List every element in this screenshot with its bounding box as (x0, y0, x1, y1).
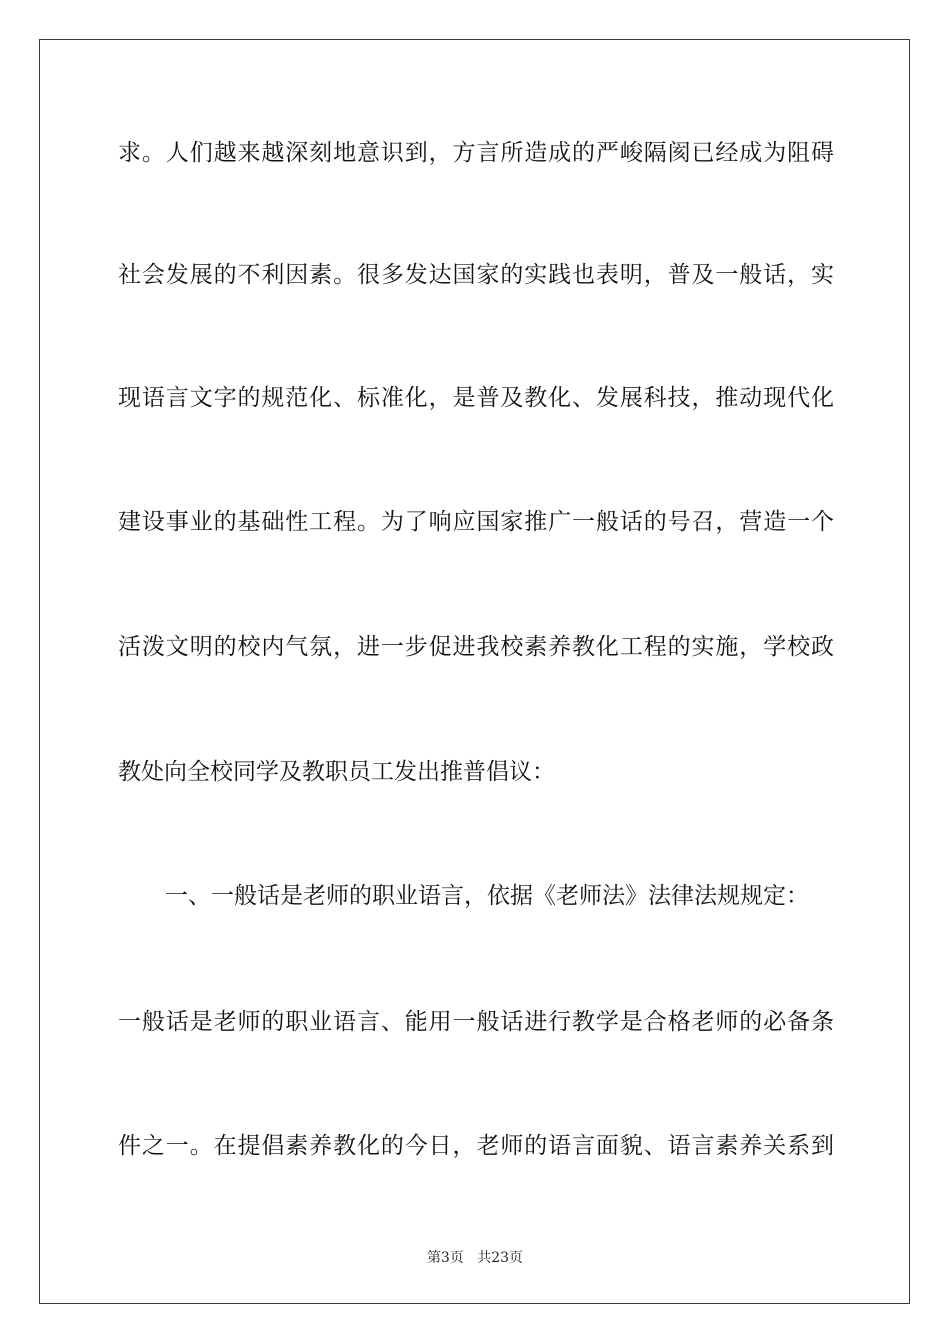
page-border (39, 39, 910, 1304)
paragraph-line-2: 社会发展的不利因素。很多发达国家的实践也表明，普及一般话，实 (118, 262, 834, 288)
paragraph-line-5: 活泼文明的校内气氛，进一步促进我校素养教化工程的实施，学校政 (118, 634, 834, 660)
paragraph-line-9: 件之一。在提倡素养教化的今日，老师的语言面貌、语言素养关系到 (118, 1133, 834, 1159)
page-total: 共23页 (477, 1250, 524, 1266)
paragraph-line-6: 教处向全校同学及教职员工发出推普倡议： (118, 759, 555, 785)
page-number: 第3页 (426, 1250, 464, 1266)
page-footer (0, 1249, 950, 1267)
paragraph-line-4: 建设事业的基础性工程。为了响应国家推广一般话的号召，营造一个 (118, 509, 834, 535)
section-heading-line: 一、一般话是老师的职业语言，依据《老师法》法律法规规定： (165, 883, 809, 909)
paragraph-line-1: 求。人们越来越深刻地意识到，方言所造成的严峻隔阂已经成为阻碍 (118, 140, 834, 166)
paragraph-line-8: 一般话是老师的职业语言、能用一般话进行教学是合格老师的必备条 (118, 1009, 834, 1035)
paragraph-line-3: 现语言文字的规范化、标准化，是普及教化、发展科技，推动现代化 (118, 385, 834, 411)
